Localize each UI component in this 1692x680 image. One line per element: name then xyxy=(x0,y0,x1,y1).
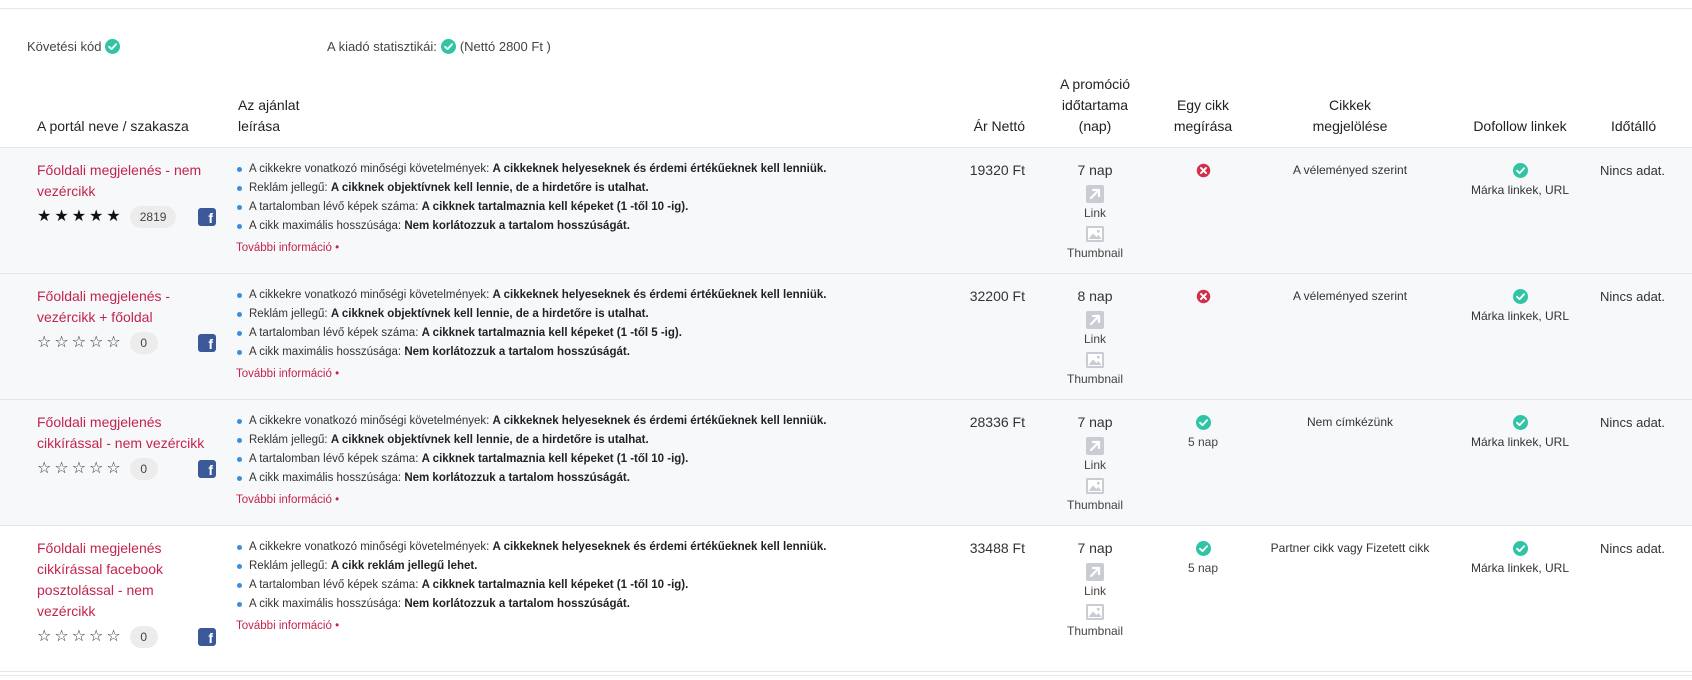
portal-name-link[interactable]: Főoldali megjelenés - nem vezércikk xyxy=(37,162,202,199)
article-writing xyxy=(1166,538,1240,577)
dofollow-links xyxy=(1455,538,1585,577)
dofollow-links xyxy=(1455,412,1585,451)
article-writing xyxy=(1166,160,1240,181)
check-circle-icon xyxy=(1513,415,1528,430)
image-icon xyxy=(1086,225,1104,243)
dofollow-types: Márka linkek, URL xyxy=(1470,435,1570,449)
requirement-key: A cikk maximális hosszúsága: xyxy=(249,220,405,232)
thumbnail-label: Thumbnail xyxy=(1066,624,1124,638)
more-info-link[interactable]: További információ • xyxy=(236,494,340,506)
col-header-duration[interactable] xyxy=(1045,74,1145,137)
facebook-icon[interactable]: f xyxy=(198,208,216,226)
offer-requirements-list xyxy=(236,160,936,236)
portal-cell xyxy=(37,412,212,480)
image-icon xyxy=(1086,477,1104,495)
offer-requirements-list xyxy=(236,286,936,362)
requirement-key: A cikkekre vonatkozó minőségi követelmények: xyxy=(249,541,493,553)
col-header-write[interactable] xyxy=(1163,95,1243,137)
article-writing-status xyxy=(1166,160,1240,181)
requirement-key: A cikkekre vonatkozó minőségi követelmények: xyxy=(249,415,493,427)
col-header-portal[interactable]: A portál neve / szakasza xyxy=(37,118,189,134)
requirement-value: A cikk reklám jellegű lehet. xyxy=(330,560,478,572)
check-circle-icon xyxy=(1513,541,1528,556)
portal-cell xyxy=(37,538,212,648)
offer-description xyxy=(236,286,936,382)
col-header-tagging-line: Cikkek xyxy=(1328,97,1371,113)
requirement-value: Nem korlátozzuk a tartalom hosszúságát. xyxy=(404,598,630,610)
more-info-link[interactable]: További információ • xyxy=(236,242,340,254)
article-tagging: A véleményed szerint xyxy=(1292,163,1408,177)
requirement-key: A cikk maximális hosszúsága: xyxy=(249,346,405,358)
table-row xyxy=(0,400,1692,526)
requirement-key: A tartalomban lévő képek száma: xyxy=(249,327,422,339)
offer-requirements-list xyxy=(236,412,936,488)
offer-requirement-item xyxy=(236,198,936,217)
check-circle-icon xyxy=(1513,289,1528,304)
offer-requirement-item xyxy=(236,595,936,614)
table-row xyxy=(0,274,1692,400)
x-circle-icon xyxy=(1196,289,1211,304)
article-writing-days: 5 nap xyxy=(1187,561,1219,575)
facebook-icon[interactable]: f xyxy=(198,460,216,478)
col-header-duration-line: időtartama xyxy=(1061,97,1129,113)
link-label: Link xyxy=(1083,332,1106,346)
requirement-value: A cikkeknek helyeseknek és érdemi értékűeknek kell lenniük. xyxy=(492,163,827,175)
article-writing xyxy=(1166,412,1240,451)
thumbnail-label: Thumbnail xyxy=(1066,246,1124,260)
portal-name-link[interactable]: Főoldali megjelenés cikkírással - nem vezércikk xyxy=(37,414,205,451)
offer-requirements-list xyxy=(236,538,936,614)
image-icon xyxy=(1086,603,1104,621)
col-header-offer[interactable] xyxy=(238,95,299,137)
requirement-key: A cikk maximális hosszúsága: xyxy=(249,472,405,484)
article-writing-status xyxy=(1166,286,1240,307)
check-circle-icon xyxy=(441,39,456,54)
check-circle-icon xyxy=(1196,415,1211,430)
col-header-dofollow[interactable]: Dofollow linkek xyxy=(1473,118,1567,134)
review-count-badge: 2819 xyxy=(130,206,177,228)
article-writing-status xyxy=(1166,538,1240,559)
offer-requirement-item xyxy=(236,412,936,431)
portal-name-link[interactable]: Főoldali megjelenés - vezércikk + főoldal xyxy=(37,288,171,325)
star-rating-icons[interactable]: ★★★★★ xyxy=(37,208,124,225)
requirement-value: A cikknek objektívnek kell lennie, de a hirdetőre is utalhat. xyxy=(330,182,649,194)
rating xyxy=(37,206,212,228)
bottom-divider xyxy=(0,675,1692,676)
requirement-value: Nem korlátozzuk a tartalom hosszúságát. xyxy=(404,220,630,232)
requirement-value: Nem korlátozzuk a tartalom hosszúságát. xyxy=(404,346,630,358)
dofollow-status xyxy=(1455,538,1585,559)
requirement-key: Reklám jellegű: xyxy=(249,434,331,446)
offer-requirement-item xyxy=(236,469,936,488)
dofollow-types: Márka linkek, URL xyxy=(1470,309,1570,323)
evergreen-status: Nincs adat. xyxy=(1600,289,1666,304)
offer-requirement-item xyxy=(236,217,936,236)
dofollow-links xyxy=(1455,160,1585,199)
tracking-code-status xyxy=(27,39,124,54)
requirement-key: A cikkekre vonatkozó minőségi követelmények: xyxy=(249,289,493,301)
link-icon xyxy=(1086,185,1104,203)
requirement-value: A cikkeknek helyeseknek és érdemi értékűeknek kell lenniük. xyxy=(492,289,827,301)
dofollow-status xyxy=(1455,412,1585,433)
promotion-duration xyxy=(1060,412,1130,513)
table-header xyxy=(0,74,1692,148)
article-writing xyxy=(1166,286,1240,307)
link-icon xyxy=(1086,437,1104,455)
price-net: 19320 Ft xyxy=(969,162,1025,178)
price-net: 32200 Ft xyxy=(969,288,1025,304)
duration-days: 7 nap xyxy=(1077,540,1113,556)
requirement-value: A cikknek objektívnek kell lennie, de a hirdetőre is utalhat. xyxy=(330,308,649,320)
offer-requirement-item xyxy=(236,557,936,576)
evergreen-status: Nincs adat. xyxy=(1600,163,1666,178)
facebook-icon[interactable]: f xyxy=(198,334,216,352)
dofollow-types: Márka linkek, URL xyxy=(1470,561,1570,575)
x-circle-icon xyxy=(1196,163,1211,178)
link-icon xyxy=(1086,563,1104,581)
dofollow-status xyxy=(1455,286,1585,307)
article-writing-days: 5 nap xyxy=(1187,435,1219,449)
more-info-link[interactable]: További információ • xyxy=(236,620,340,632)
requirement-value: A cikknek objektívnek kell lennie, de a hirdetőre is utalhat. xyxy=(330,434,649,446)
evergreen-status: Nincs adat. xyxy=(1600,541,1666,556)
portal-cell xyxy=(37,286,212,354)
offer-requirement-item xyxy=(236,450,936,469)
requirement-value: A cikkeknek helyeseknek és érdemi értékűeknek kell lenniük. xyxy=(492,541,827,553)
requirement-value: A cikkeknek helyeseknek és érdemi értékűeknek kell lenniük. xyxy=(492,415,827,427)
offer-requirement-item xyxy=(236,538,936,557)
dofollow-status xyxy=(1455,160,1585,181)
publisher-stats-status xyxy=(327,39,551,54)
requirement-value: A cikknek tartalmaznia kell képeket (1 -től 10 -ig). xyxy=(421,453,689,465)
offer-requirement-item xyxy=(236,431,936,450)
thumbnail-label: Thumbnail xyxy=(1066,372,1124,386)
link-label: Link xyxy=(1083,206,1106,220)
promotion-duration xyxy=(1060,160,1130,261)
publisher-meta xyxy=(27,36,1627,58)
table-row xyxy=(0,148,1692,274)
rating xyxy=(37,626,212,648)
article-tagging: Nem címkézünk xyxy=(1306,415,1394,429)
tracking-code-label: Követési kód xyxy=(27,39,102,54)
offer-requirement-item xyxy=(236,305,936,324)
publisher-stats-label: A kiadó statisztikái: xyxy=(327,39,437,54)
price-net: 28336 Ft xyxy=(969,414,1025,430)
requirement-value: A cikknek tartalmaznia kell képeket (1 -től 10 -ig). xyxy=(421,579,689,591)
offer-description xyxy=(236,538,936,634)
star-rating-icons[interactable]: ☆☆☆☆☆ xyxy=(37,460,124,477)
col-header-duration-line: (nap) xyxy=(1078,118,1112,134)
check-circle-icon xyxy=(1513,163,1528,178)
requirement-value: A cikknek tartalmaznia kell képeket (1 -től 5 -ig). xyxy=(421,327,682,339)
col-header-price[interactable]: Ár Nettó xyxy=(973,118,1025,134)
portal-cell xyxy=(37,160,212,228)
col-header-tagging-line: megjelölése xyxy=(1312,118,1388,134)
price-net: 33488 Ft xyxy=(969,540,1025,556)
review-count-badge: 0 xyxy=(130,458,158,480)
offer-description xyxy=(236,412,936,508)
col-header-write-line: megírása xyxy=(1173,118,1233,134)
link-label: Link xyxy=(1083,458,1106,472)
top-divider xyxy=(0,8,1692,9)
more-info-link[interactable]: További információ • xyxy=(236,368,340,380)
facebook-icon[interactable]: f xyxy=(198,628,216,646)
col-header-write-line: Egy cikk xyxy=(1176,97,1230,113)
requirement-key: A cikkekre vonatkozó minőségi követelmények: xyxy=(249,163,493,175)
offers-table xyxy=(0,148,1692,672)
requirement-key: Reklám jellegű: xyxy=(249,308,331,320)
requirement-value: Nem korlátozzuk a tartalom hosszúságát. xyxy=(404,472,630,484)
article-tagging: A véleményed szerint xyxy=(1292,289,1408,303)
rating xyxy=(37,332,212,354)
requirement-key: A tartalomban lévő képek száma: xyxy=(249,201,422,213)
col-header-offer-line: Az ajánlat xyxy=(238,97,300,113)
duration-days: 8 nap xyxy=(1077,288,1113,304)
dofollow-links xyxy=(1455,286,1585,325)
star-rating-icons[interactable]: ☆☆☆☆☆ xyxy=(37,334,124,351)
col-header-duration-line: A promóció xyxy=(1059,76,1131,92)
col-header-tagging[interactable] xyxy=(1290,95,1410,137)
requirement-value: A cikknek tartalmaznia kell képeket (1 -től 10 -ig). xyxy=(421,201,689,213)
offer-description xyxy=(236,160,936,256)
review-count-badge: 0 xyxy=(130,626,158,648)
publisher-stats-price: (Nettó 2800 Ft ) xyxy=(459,39,551,54)
article-tagging: Partner cikk vagy Fizetett cikk xyxy=(1270,541,1430,555)
check-circle-icon xyxy=(105,39,120,54)
requirement-key: A tartalomban lévő képek száma: xyxy=(249,453,422,465)
requirement-key: A cikk maximális hosszúsága: xyxy=(249,598,405,610)
promotion-duration xyxy=(1060,538,1130,639)
link-label: Link xyxy=(1083,584,1106,598)
table-row xyxy=(0,526,1692,672)
image-icon xyxy=(1086,351,1104,369)
duration-days: 7 nap xyxy=(1077,162,1113,178)
requirement-key: Reklám jellegű: xyxy=(249,560,331,572)
evergreen-status: Nincs adat. xyxy=(1600,415,1666,430)
portal-name-link[interactable]: Főoldali megjelenés cikkírással facebook posztolással - nem vezércikk xyxy=(37,540,164,619)
star-rating-icons[interactable]: ☆☆☆☆☆ xyxy=(37,628,124,645)
offer-requirement-item xyxy=(236,160,936,179)
offer-requirement-item xyxy=(236,179,936,198)
offer-requirement-item xyxy=(236,286,936,305)
promotion-duration xyxy=(1060,286,1130,387)
check-circle-icon xyxy=(1196,541,1211,556)
requirement-key: A tartalomban lévő képek száma: xyxy=(249,579,422,591)
rating xyxy=(37,458,212,480)
offer-requirement-item xyxy=(236,343,936,362)
offer-requirement-item xyxy=(236,324,936,343)
dofollow-types: Márka linkek, URL xyxy=(1470,183,1570,197)
review-count-badge: 0 xyxy=(130,332,158,354)
offer-requirement-item xyxy=(236,576,936,595)
col-header-valid[interactable]: Időtálló xyxy=(1611,118,1657,134)
col-header-offer-line: leírása xyxy=(238,118,281,134)
requirement-key: Reklám jellegű: xyxy=(249,182,331,194)
article-writing-status xyxy=(1166,412,1240,433)
thumbnail-label: Thumbnail xyxy=(1066,498,1124,512)
duration-days: 7 nap xyxy=(1077,414,1113,430)
link-icon xyxy=(1086,311,1104,329)
